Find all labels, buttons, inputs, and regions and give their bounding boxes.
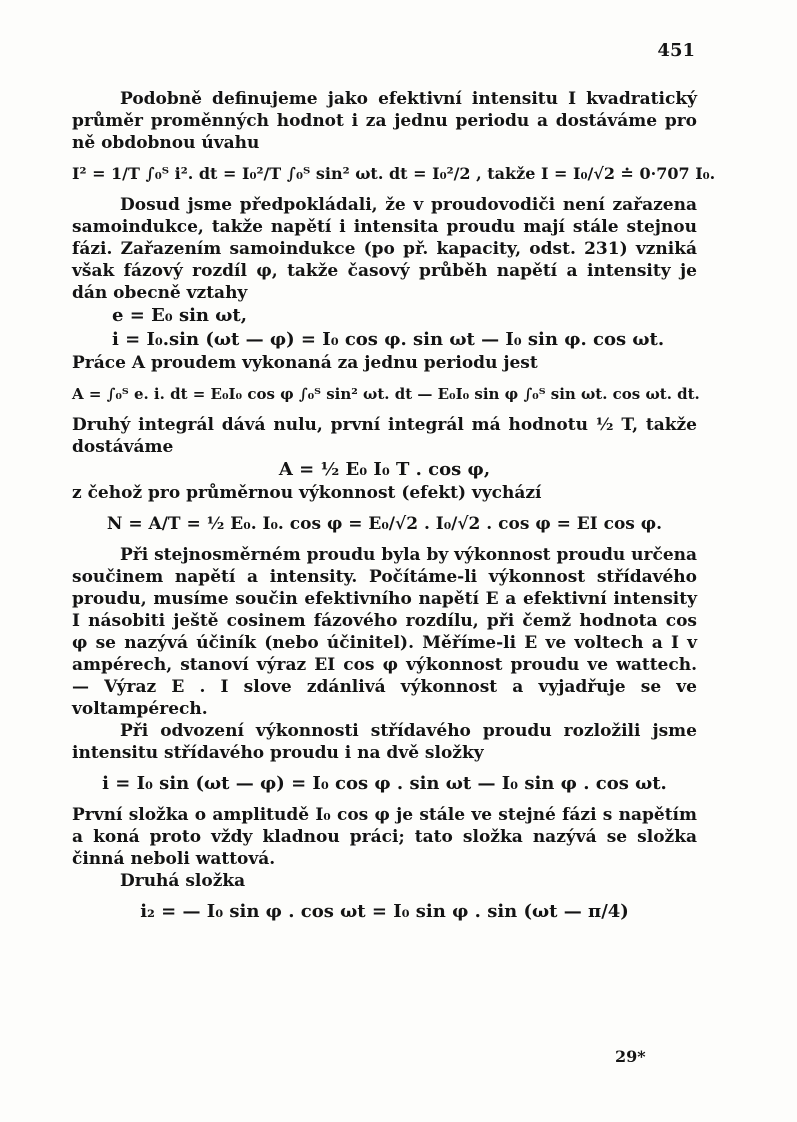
paragraph-prumerna-vykonnost: z čehož pro průměrnou výkonnost (efekt) vychází: [72, 483, 542, 503]
paragraph-samoindukce: Dosud jsme předpokládali, že v proudovodiči není zařazena samoindukce, takže napětí i intensita proudu mají stále stejnou fázi. Zařazením samoindukce (po př. kapacity, odst. 231) vzniká však fázový rozdíl φ, takže časový průběh napětí a intensity je dán obecně vztahy: [72, 195, 697, 303]
paragraph-druha-slozka: Druhá složka: [120, 871, 246, 891]
formula-work: A = ∫₀ᵀ e. i. dt = E₀I₀ cos φ ∫₀ᵀ sin² ωt. dt — E₀I₀ sin φ ∫₀ᵀ sin ωt. cos ωt. dt.: [72, 385, 700, 403]
formula-current-decomposition: i = I₀ sin (ωt — φ) = I₀ cos φ . sin ωt — I₀ sin φ . cos ωt.: [102, 773, 667, 794]
formula-voltage: e = E₀ sin ωt,: [112, 305, 247, 326]
paragraph-efektivni-intensita: Podobně definujeme jako efektivní intensitu I kvadratický průměr proměnných hodnot i za jednu periodu a dostáváme pro ně obdobnou úvahu: [72, 89, 697, 153]
page-body: [72, 88, 716, 924]
paragraph-prvni-slozka: První složka o amplitudě I₀ cos φ je stále ve stejné fázi s napětím a koná proto vždy kladnou práci; tato složka nazývá se složka činná neboli wattová.: [72, 805, 697, 869]
page-number: 451: [657, 40, 695, 61]
formula-rms-intensity: I² = 1/T ∫₀ᵀ i². dt = I₀²/T ∫₀ᵀ sin² ωt. dt = I₀²/2 , takže I = I₀/√2 ≐ 0·707 I₀.: [72, 164, 716, 183]
footer-signature-mark: 29*: [615, 1047, 646, 1066]
paragraph-prace: Práce A proudem vykonaná za jednu periodu jest: [72, 353, 538, 373]
paragraph-odvozeni: Při odvození výkonnosti střídavého proudu rozložili jsme intensitu střídavého proudu i na dvě složky: [72, 721, 697, 763]
paragraph-druhy-integral: Druhý integrál dává nulu, první integrál má hodnotu ½ T, takže dostáváme: [72, 415, 697, 457]
formula-second-component: i₂ = — I₀ sin φ . cos ωt = I₀ sin φ . sin (ωt — π/4): [140, 901, 629, 922]
paragraph-stejnosmerny-proud: Při stejnosměrném proudu byla by výkonnost proudu určena součinem napětí a intensity. Počítáme-li výkonnost střídavého proudu, musíme součin efektivního napětí E a efektivní intensity I násobiti ještě cosinem fázového rozdílu, při čemž hodnota cos φ se nazývá účiník (nebo účinitel). Měříme-li E ve voltech a I v ampérech, stanoví výraz EI cos φ výkonnost proudu ve wattech. — Výraz E . I slove zdánlivá výkonnost a vyjadřuje se ve voltampérech.: [72, 545, 698, 719]
formula-power: N = A/T = ½ E₀. I₀. cos φ = E₀/√2 . I₀/√2 . cos φ = EI cos φ.: [106, 514, 663, 534]
formula-current: i = I₀.sin (ωt — φ) = I₀ cos φ. sin ωt — I₀ sin φ. cos ωt.: [112, 329, 665, 350]
formula-work-result: A = ½ E₀ I₀ T . cos φ,: [278, 459, 491, 480]
